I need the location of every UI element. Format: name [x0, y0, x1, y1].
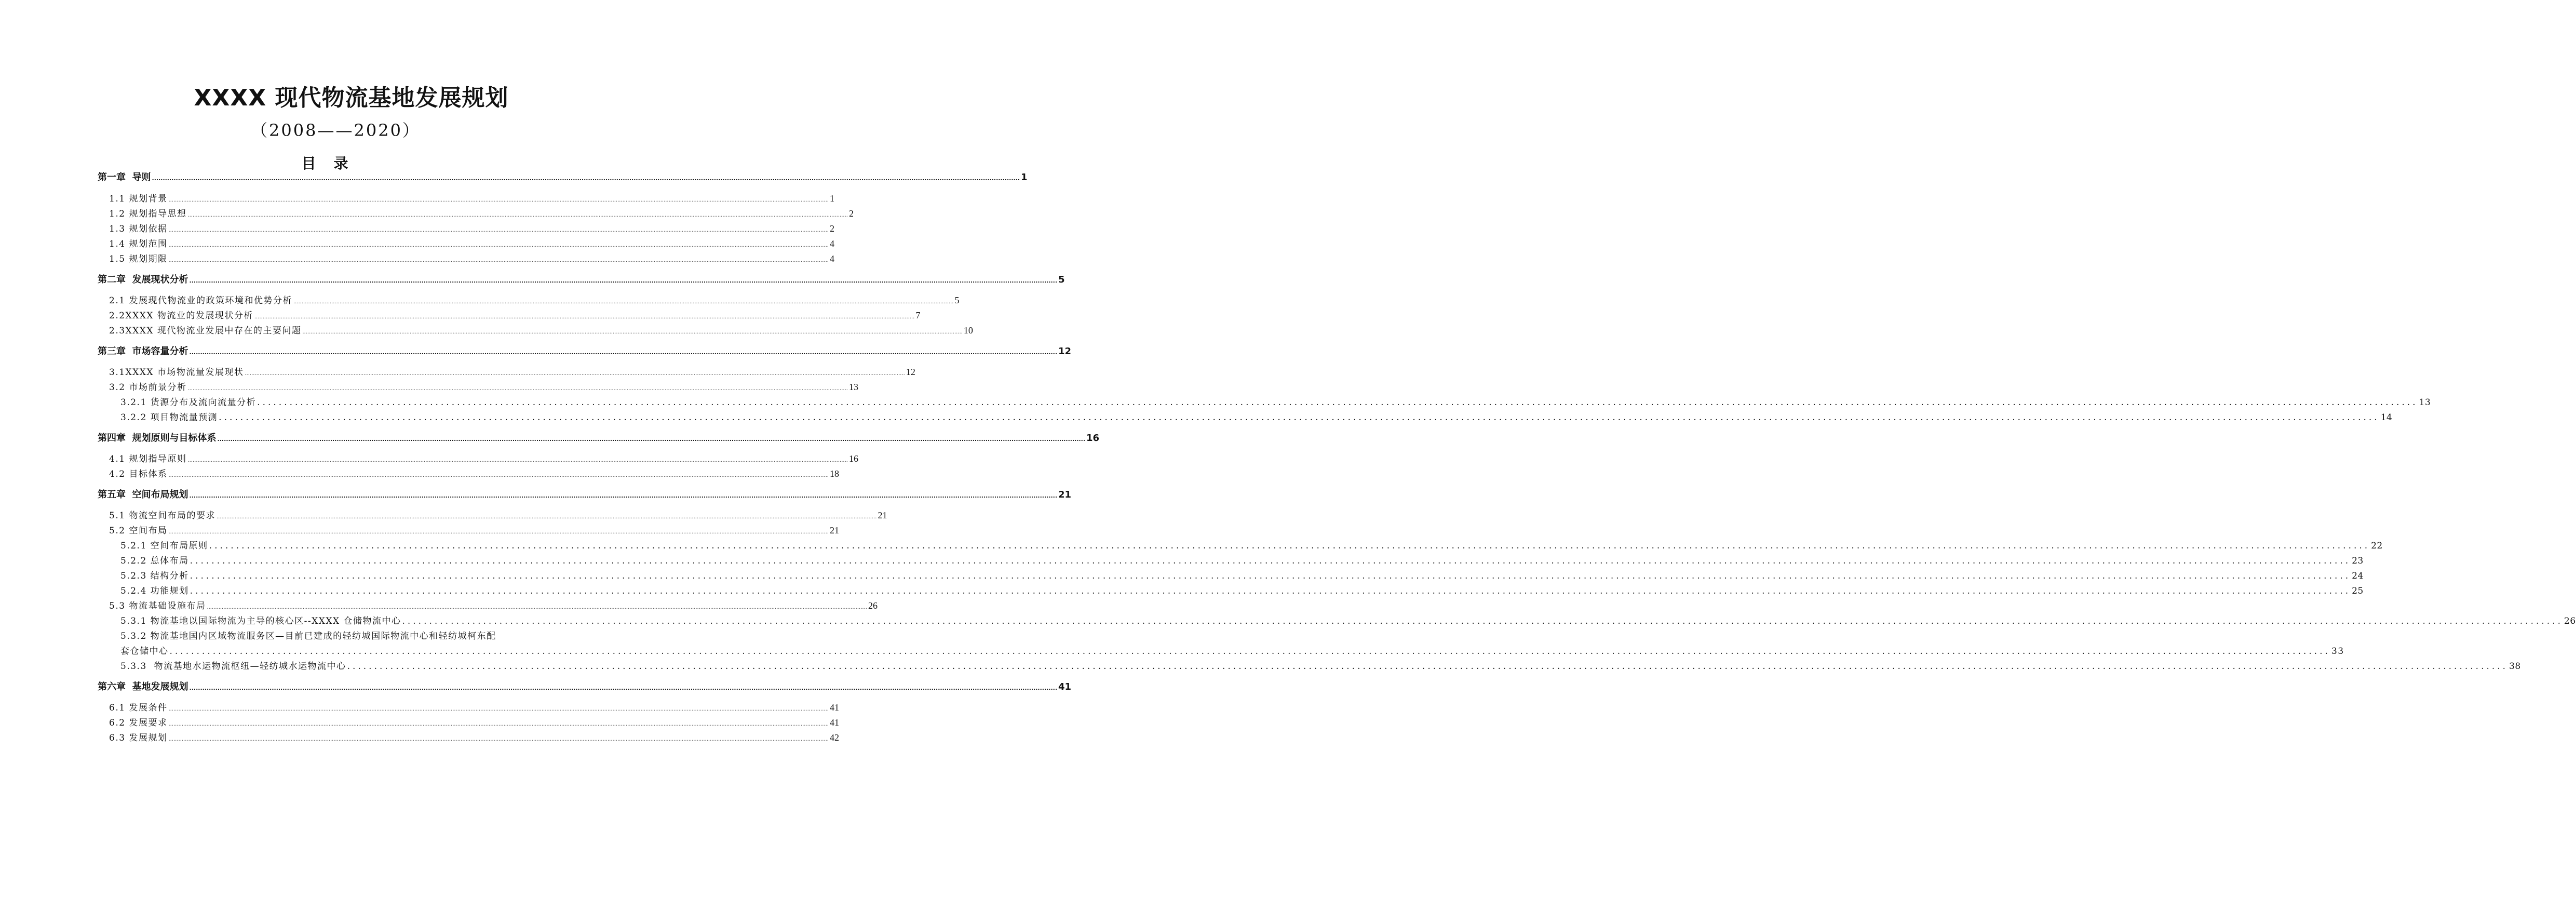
toc-entry-chapter: [98, 679, 1072, 693]
toc-entry-label: 1.2 规划指导思想: [109, 209, 187, 219]
toc-page-number: 5: [954, 295, 960, 305]
toc-page-number: 21: [829, 525, 839, 535]
toc-leader-dots: ................................................................................................................................................................................................................................................................................................................................................................................................................: [190, 586, 2351, 596]
toc-page-number: 16: [1086, 433, 1100, 444]
toc-page-number: 13: [848, 382, 858, 392]
toc-leader-dots: ................................................................................................................................................................................................................................................................................................................................................................................................................: [293, 299, 954, 305]
toc-entry-section: [120, 568, 2364, 581]
document-subtitle-text: （2008——2020）: [251, 120, 421, 140]
toc-entry-label: 5.2 空间布局: [109, 526, 168, 536]
toc-leader-dots: ................................................................................................................................................................................................................................................................................................................................................................................................................: [189, 685, 1058, 691]
toc-entry-label: 5.1 物流空间布局的要求: [109, 511, 215, 521]
toc-entry-section: [109, 523, 839, 536]
toc-leader-dots: ................................................................................................................................................................................................................................................................................................................................................................................................................: [168, 529, 829, 535]
toc-leader-dots: ................................................................................................................................................................................................................................................................................................................................................................................................................: [190, 556, 2351, 566]
toc-entry-section: [109, 380, 858, 393]
toc-entry-label: 1.1 规划背景: [109, 194, 168, 204]
toc-entry-section: [109, 251, 834, 264]
toc-entry-label: 3.2.1 货源分布及流向流量分析: [120, 397, 257, 408]
toc-leader-dots: ................................................................................................................................................................................................................................................................................................................................................................................................................: [168, 258, 829, 263]
toc-entry-label: 3.2.2 项目物流量预测: [120, 412, 218, 423]
toc-entry-label: 第六章 基地发展规划: [98, 681, 188, 692]
toc-page-number: 4: [829, 238, 834, 249]
toc-leader-dots: ................................................................................................................................................................................................................................................................................................................................................................................................................: [302, 329, 963, 335]
toc-leader-dots: ................................................................................................................................................................................................................................................................................................................................................................................................................: [168, 197, 829, 203]
document-title-text: XXXX 现代物流基地发展规划: [194, 85, 509, 111]
toc-page-number: 5: [1058, 274, 1065, 285]
toc-entry-section: [109, 308, 921, 321]
toc-entry-section: [120, 628, 542, 641]
toc-entry-label: 第二章 发展现状分析: [98, 274, 188, 285]
toc-entry-label: 5.2.1 空间布局原则: [120, 541, 208, 551]
toc-leader-dots: ................................................................................................................................................................................................................................................................................................................................................................................................................: [216, 514, 877, 520]
toc-entry-section: [120, 553, 2364, 566]
document-title: [0, 79, 644, 112]
toc-entry-label: 4.1 规划指导原则: [109, 454, 187, 464]
toc-entry-section: [109, 598, 878, 611]
document-subtitle: [0, 117, 644, 141]
toc-entry-section: [120, 538, 2383, 551]
toc-leader-dots: ................................................................................................................................................................................................................................................................................................................................................................................................................: [189, 492, 1058, 499]
toc-entry-label: 6.3 发展规划: [109, 733, 168, 743]
toc-page-number: 12: [1058, 346, 1072, 357]
toc-entry-label: 第五章 空间布局规划: [98, 489, 188, 500]
toc-entry-label: 第四章 规划原则与目标体系: [98, 433, 217, 444]
toc-entry-section: [120, 583, 2364, 596]
toc-page-number: 21: [1058, 489, 1072, 500]
toc-leader-dots: ................................................................................................................................................................................................................................................................................................................................................................................................................: [257, 397, 2418, 408]
toc-leader-dots: ................................................................................................................................................................................................................................................................................................................................................................................................................: [168, 473, 829, 478]
toc-leader-dots: ................................................................................................................................................................................................................................................................................................................................................................................................................: [189, 277, 1058, 284]
toc-leader-dots: ................................................................................................................................................................................................................................................................................................................................................................................................................: [254, 314, 915, 320]
toc-entry-chapter: [98, 487, 1072, 501]
toc-page-number: 13: [2419, 397, 2431, 408]
toc-entry-label: 套仓储中心: [120, 646, 169, 657]
toc-page-number: 24: [2352, 571, 2364, 581]
toc-entry-section: [109, 206, 854, 219]
toc-page-number: 41: [829, 717, 839, 728]
toc-leader-dots: ................................................................................................................................................................................................................................................................................................................................................................................................................: [217, 436, 1086, 443]
toc-entry-label: 6.1 发展条件: [109, 703, 168, 713]
toc-leader-dots: ................................................................................................................................................................................................................................................................................................................................................................................................................: [207, 605, 867, 610]
toc-entry-label: 5.3.2 物流基地国内区域物流服务区—目前已建成的轻纺城国际物流中心和轻纺城柯东配: [120, 631, 496, 641]
toc-entry-chapter: [98, 431, 1100, 444]
toc-entry-section: [120, 644, 2344, 657]
toc-page-number: 42: [829, 732, 839, 743]
toc-entry-section: [120, 410, 2393, 423]
toc-entry-label: 5.2.4 功能规划: [120, 586, 189, 596]
toc-entry-chapter: [98, 170, 1028, 183]
toc-page-number: 4: [829, 253, 834, 264]
toc-entry-section: [109, 365, 915, 378]
toc-heading-text: 目录: [301, 155, 366, 172]
toc-entry-section: [109, 508, 887, 521]
toc-entry-section: [109, 191, 834, 204]
toc-entry-label: 5.3.3 物流基地水运物流枢纽—轻纺城水运物流中心: [120, 661, 346, 672]
toc-entry-section: [120, 659, 2521, 672]
toc-leader-dots: ................................................................................................................................................................................................................................................................................................................................................................................................................: [402, 616, 2563, 626]
toc-page-number: 2: [848, 208, 854, 219]
toc-entry-section: [120, 613, 2576, 626]
toc-page-number: 14: [2380, 412, 2393, 423]
toc-leader-dots: ................................................................................................................................................................................................................................................................................................................................................................................................................: [168, 243, 829, 248]
toc-page-number: 10: [963, 325, 973, 336]
toc-entry-label: 第一章 导则: [98, 172, 151, 183]
toc-leader-dots: ................................................................................................................................................................................................................................................................................................................................................................................................................: [219, 412, 2380, 423]
toc-leader-dots: ................................................................................................................................................................................................................................................................................................................................................................................................................: [168, 706, 829, 712]
toc-entry-label: 6.2 发展要求: [109, 718, 168, 728]
toc-entry-section: [109, 451, 858, 464]
toc-leader-dots: ................................................................................................................................................................................................................................................................................................................................................................................................................: [187, 212, 848, 218]
toc-entry-label: 3.1XXXX 市场物流量发展现状: [109, 367, 244, 378]
toc-page-number: 41: [1058, 681, 1072, 692]
toc-entry-section: [109, 466, 839, 479]
toc-entry-section: [109, 730, 839, 743]
toc-entry-section: [109, 236, 834, 249]
toc-entry-label: 1.3 规划依据: [109, 224, 168, 234]
toc-page-number: 2: [829, 223, 834, 234]
toc-leader-dots: ................................................................................................................................................................................................................................................................................................................................................................................................................: [209, 541, 2370, 551]
toc-leader-dots: ................................................................................................................................................................................................................................................................................................................................................................................................................: [168, 227, 829, 233]
toc-entry-section: [120, 395, 2431, 408]
toc-leader-dots: ................................................................................................................................................................................................................................................................................................................................................................................................................: [187, 458, 848, 463]
toc-entry-label: 2.1 发展现代物流业的政策环境和优势分析: [109, 296, 292, 306]
toc-entry-section: [109, 323, 973, 336]
toc-entry-label: 3.2 市场前景分析: [109, 382, 187, 393]
toc-page-number: 16: [848, 453, 858, 464]
toc-page-number: 7: [915, 310, 921, 320]
toc-leader-dots: ................................................................................................................................................................................................................................................................................................................................................................................................................: [152, 175, 1020, 182]
toc-page-number: 1: [1021, 172, 1028, 183]
toc-entry-section: [109, 221, 834, 234]
toc-leader-dots: ................................................................................................................................................................................................................................................................................................................................................................................................................: [347, 661, 2508, 672]
toc-entry-label: 1.4 规划范围: [109, 239, 168, 249]
toc-page-number: 22: [2371, 541, 2383, 551]
toc-page-number: 38: [2509, 661, 2521, 672]
toc-leader-dots: ................................................................................................................................................................................................................................................................................................................................................................................................................: [168, 736, 829, 742]
toc-entry-label: 5.2.2 总体布局: [120, 556, 189, 566]
toc-page-number: 33: [2331, 646, 2344, 657]
toc-page-number: 1: [829, 193, 834, 204]
toc-entry-section: [109, 715, 839, 728]
toc-entry-chapter: [98, 344, 1072, 357]
toc-page-number: 26: [2564, 616, 2576, 626]
toc-entry-label: 5.2.3 结构分析: [120, 571, 189, 581]
toc-entry-section: [109, 293, 960, 306]
toc-page-number: 21: [878, 510, 887, 520]
toc-leader-dots: ................................................................................................................................................................................................................................................................................................................................................................................................................: [187, 386, 848, 392]
toc-page-number: 25: [2352, 586, 2364, 596]
toc-entry-label: 第三章 市场容量分析: [98, 346, 188, 357]
toc-page-number: 26: [868, 600, 878, 611]
toc-leader-dots: ................................................................................................................................................................................................................................................................................................................................................................................................................: [245, 371, 905, 377]
toc-entry-label: 4.2 目标体系: [109, 469, 168, 479]
toc-page-number: 12: [906, 367, 915, 377]
toc-page-number: 18: [829, 468, 839, 479]
toc-entry-label: 2.3XXXX 现代物流业发展中存在的主要问题: [109, 326, 302, 336]
toc-entry-chapter: [98, 272, 1065, 286]
toc-page-number: 41: [829, 702, 839, 713]
toc-leader-dots: ................................................................................................................................................................................................................................................................................................................................................................................................................: [189, 349, 1058, 356]
toc-leader-dots: ................................................................................................................................................................................................................................................................................................................................................................................................................: [169, 646, 2331, 657]
toc-leader-dots: ................................................................................................................................................................................................................................................................................................................................................................................................................: [168, 721, 829, 727]
toc-entry-label: 1.5 规划期限: [109, 254, 168, 264]
toc-entry-label: 5.3.1 物流基地以国际物流为主导的核心区--XXXX 仓储物流中心: [120, 616, 401, 626]
toc-page-number: 23: [2352, 556, 2364, 566]
toc-leader-dots: ................................................................................................................................................................................................................................................................................................................................................................................................................: [190, 571, 2351, 581]
toc-entry-section: [109, 700, 839, 713]
toc-entry-label: 5.3 物流基础设施布局: [109, 601, 206, 611]
toc-entry-label: 2.2XXXX 物流业的发展现状分析: [109, 311, 253, 321]
